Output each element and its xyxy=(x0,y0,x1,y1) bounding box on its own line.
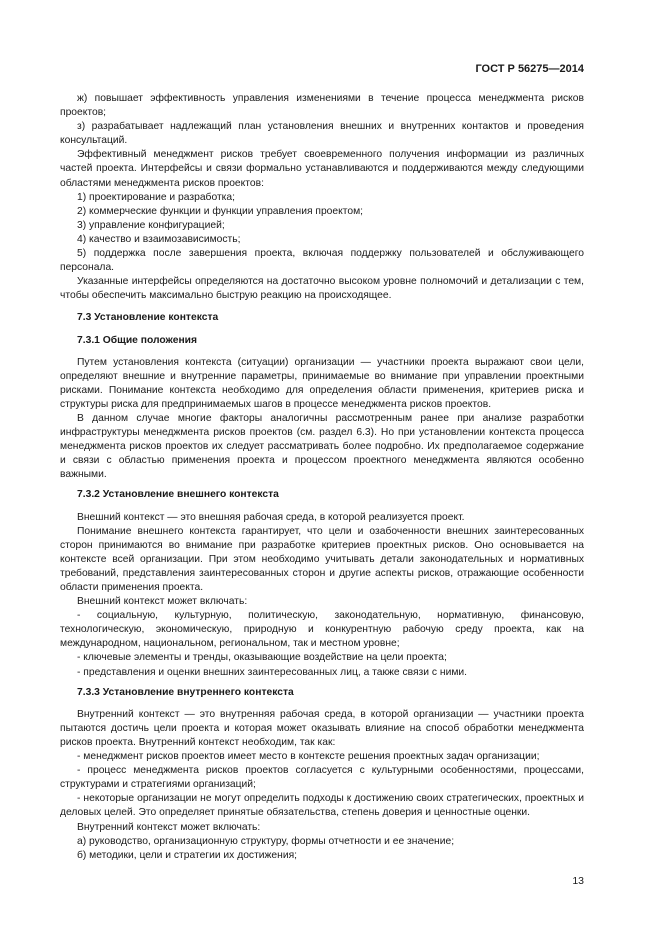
subsection-heading: 7.3.2 Установление внешнего контекста xyxy=(77,489,279,501)
list-item: - социальную, культурную, политическую, законодательную, нормативную, финансовую, технологическую, экономическую, природную и конкурентную рабочую среду проекта, как на международном, национальном, региональном, так и местном уровне; xyxy=(60,610,584,650)
paragraph: Понимание внешнего контекста гарантирует, что цели и озабоченности внешних заинтересованных сторон принимаются во внимание при разработке критериев проектных рисков. Оно основывается на контексте всей организации. При этом необходимо учитывать детали законодательных и нормативных требований, представления заинтересованных сторон и другие аспекты рисков, отражающие особенности области применения проекта. xyxy=(60,525,584,593)
list-item: 5) поддержка после завершения проекта, включая поддержку пользователей и обслуживающего персонала. xyxy=(60,248,584,274)
page-number: 13 xyxy=(572,875,584,887)
paragraph: В данном случае многие факторы аналогичны рассмотренным ранее при анализе разработки инфраструктуры менеджмента рисков проектов (см. раздел 6.3). Но при установлении контекста процесса менеджмента рисков проектов их следует рассматривать более подробно. Их предполагаемое содержание и связи с областью применения проекта и процессом проектного менеджмента являются особенно важными. xyxy=(60,412,584,481)
paragraph: Внутренний контекст может включать: xyxy=(77,821,261,833)
paragraph: Путем установления контекста (ситуации) организации — участники проекта выражают свои цели, определяют внешние и внутренние параметры, принимаемые во внимание при управлении проектными рисками. Понимание контекста необходимо для определения области применения, критериев риска и структуры риска для предпринимаемых шагов в процессе менеджмента рисков проектов. xyxy=(60,356,584,410)
document-body xyxy=(60,92,584,863)
paragraph: Указанные интерфейсы определяются на достаточно высоком уровне полномочий и детализации с тем, чтобы обеспечить максимально быструю реакцию на происходящее. xyxy=(60,276,584,302)
document-header: ГОСТ Р 56275—2014 xyxy=(475,63,584,75)
subsection-heading: 7.3.1 Общие положения xyxy=(77,334,197,346)
list-item: - представления и оценки внешних заинтересованных лиц, а также связи с ними. xyxy=(77,666,468,678)
paragraph: Эффективный менеджмент рисков требует своевременного получения информации из различных частей проекта. Интерфейсы и связи формально устанавливаются и поддерживаются между следующими областями менеджмента рисков проектов: xyxy=(60,149,584,189)
list-item: а) руководство, организационную структуру, формы отчетности и ее значение; xyxy=(77,835,455,847)
list-item: - ключевые элементы и тренды, оказывающие воздействие на цели проекта; xyxy=(77,652,447,664)
paragraph: Внутренний контекст — это внутренняя рабочая среда, в которой организации — участники проекта пытаются достичь цели проекта и которая может оказывать влияние на способ обработки менеджмента рисков проекта. Внутренний контекст необходим, так как: xyxy=(60,708,584,748)
list-item: 4) качество и взаимозависимость; xyxy=(77,233,241,245)
list-item: 3) управление конфигурацией; xyxy=(77,219,225,231)
paragraph: Внешний контекст — это внешняя рабочая среда, в которой реализуется проект. xyxy=(77,511,465,523)
list-item: 1) проектирование и разработка; xyxy=(77,191,235,203)
section-heading: 7.3 Установление контекста xyxy=(77,312,219,324)
list-item: 2) коммерческие функции и функции управления проектом; xyxy=(77,205,364,217)
paragraph: Внешний контекст может включать: xyxy=(77,596,248,608)
subsection-heading: 7.3.3 Установление внутреннего контекста xyxy=(77,686,294,698)
paragraph: з) разрабатывает надлежащий план установления внешних и внутренних контактов и проведения консультаций. xyxy=(60,121,584,147)
list-item: б) методики, цели и стратегии их достижения; xyxy=(77,849,298,861)
list-item: - менеджмент рисков проектов имеет место в контексте решения проектных задач организации; xyxy=(77,751,540,763)
list-item: - некоторые организации не могут определить подходы к достижению своих стратегических, проектных и деловых целей. Это определяет принятые обязательства, степень доверия и ценностные оценки. xyxy=(60,793,584,819)
list-item: - процесс менеджмента рисков проектов согласуется с культурными особенностями, процессами, структурами и стратегиями организаций; xyxy=(60,765,584,791)
paragraph: ж) повышает эффективность управления изменениями в течение процесса менеджмента рисков проектов; xyxy=(60,93,584,119)
